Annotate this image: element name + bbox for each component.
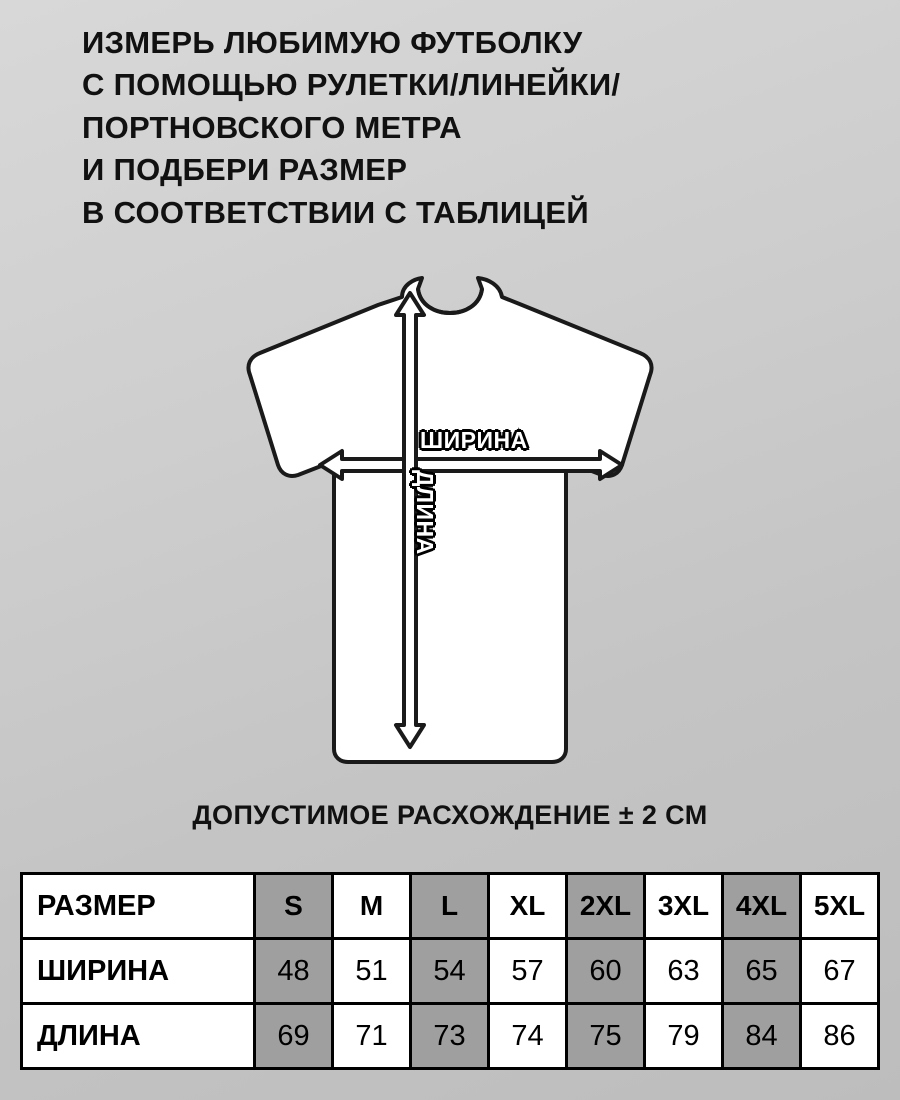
headline-line-4: И ПОДБЕРИ РАЗМЕР: [82, 152, 408, 188]
header-cell-4xl: 4XL: [723, 874, 801, 939]
cell-length-3xl: 79: [645, 1004, 723, 1069]
header-cell-size: РАЗМЕР: [22, 874, 255, 939]
header-cell-s: S: [255, 874, 333, 939]
size-table: [20, 872, 880, 1070]
table-row-length: [22, 1004, 879, 1069]
header-cell-m: M: [333, 874, 411, 939]
cell-length-4xl: 84: [723, 1004, 801, 1069]
headline-line-3: ПОРТНОВСКОГО МЕТРА: [82, 109, 462, 145]
cell-width-xl: 57: [489, 939, 567, 1004]
cell-width-3xl: 63: [645, 939, 723, 1004]
cell-width-s: 48: [255, 939, 333, 1004]
header-cell-5xl: 5XL: [801, 874, 879, 939]
table-row-width: [22, 939, 879, 1004]
header-cell-l: L: [411, 874, 489, 939]
cell-width-2xl: 60: [567, 939, 645, 1004]
table-row-header: [22, 874, 879, 939]
header-cell-xl: XL: [489, 874, 567, 939]
length-label: ДЛИНА: [412, 470, 438, 555]
page-title: [82, 22, 842, 234]
cell-length-2xl: 75: [567, 1004, 645, 1069]
headline-line-1: ИЗМЕРЬ ЛЮБИМУЮ ФУТБОЛКУ: [82, 25, 583, 60]
row-label-width: ШИРИНА: [22, 939, 255, 1004]
cell-length-5xl: 86: [801, 1004, 879, 1069]
headline-line-5: В СООТВЕТСТВИИ С ТАБЛИЦЕЙ: [82, 194, 589, 230]
width-label: [420, 427, 528, 454]
cell-length-l: 73: [411, 1004, 489, 1069]
tshirt-diagram: [170, 275, 730, 775]
cell-width-5xl: 67: [801, 939, 879, 1004]
cell-width-4xl: 65: [723, 939, 801, 1004]
row-label-length: ДЛИНА: [22, 1004, 255, 1069]
header-cell-3xl: 3XL: [645, 874, 723, 939]
tshirt-outline-icon: [170, 275, 730, 775]
width-label-text: ШИРИНА: [420, 427, 528, 453]
cell-width-m: 51: [333, 939, 411, 1004]
headline-line-2: С ПОМОЩЬЮ РУЛЕТКИ/ЛИНЕЙКИ/: [82, 67, 621, 103]
tolerance-note: ДОПУСТИМОЕ РАСХОЖДЕНИЕ ± 2 СМ: [192, 800, 708, 830]
cell-length-m: 71: [333, 1004, 411, 1069]
size-table-wrap: [20, 872, 880, 1070]
cell-width-l: 54: [411, 939, 489, 1004]
header-cell-2xl: 2XL: [567, 874, 645, 939]
cell-length-s: 69: [255, 1004, 333, 1069]
cell-length-xl: 74: [489, 1004, 567, 1069]
